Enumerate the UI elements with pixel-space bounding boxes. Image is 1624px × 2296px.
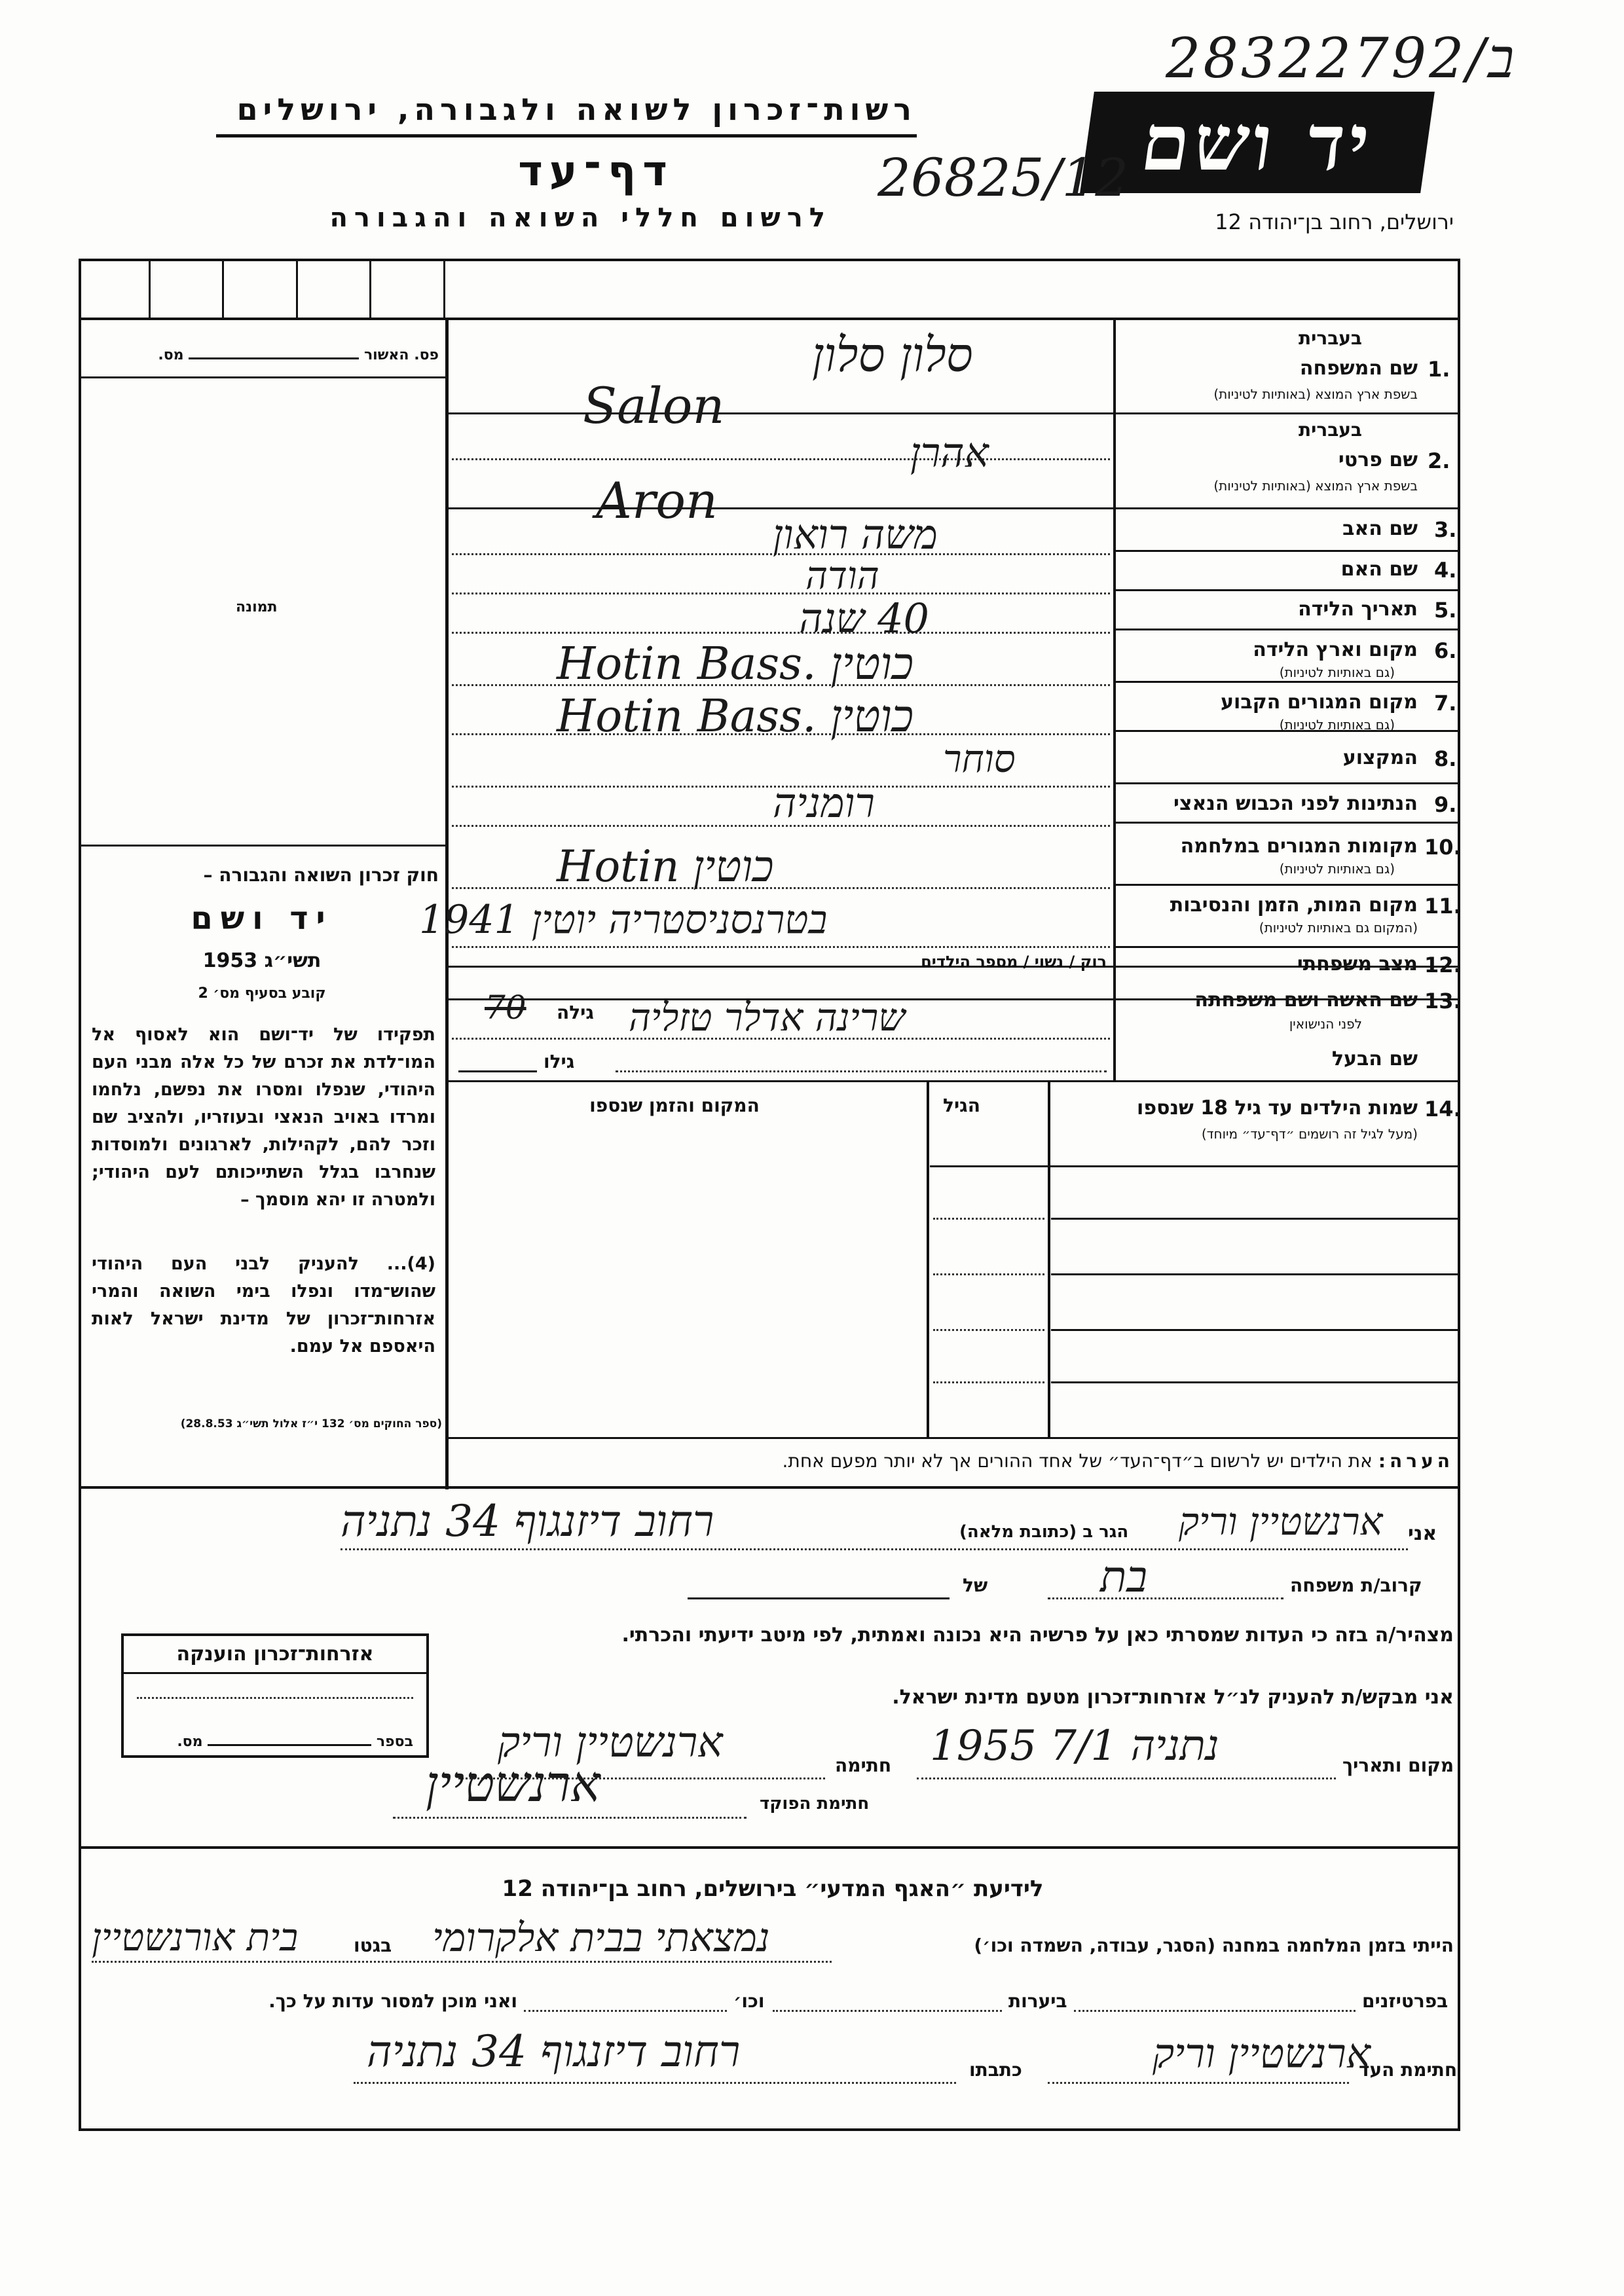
field-13-number: 13. <box>1424 989 1462 1013</box>
field-13-label: שם האשה ושם משפחתה <box>1194 989 1418 1011</box>
field-5-label: תאריך הלידה <box>1298 598 1418 621</box>
place-date-label: מקום ותאריך <box>1342 1755 1454 1776</box>
photo-label: תמונה <box>236 599 278 615</box>
law-title: חוק זכרון השואה והגבורה – <box>203 864 439 886</box>
field-2-value-hebrew: אהרן <box>910 429 989 477</box>
camp-line-label: הייתי בזמן המלחמה במחנה (הסגר, עבודה, השמדה וכו׳) <box>974 1935 1454 1956</box>
note <box>458 1450 1454 1472</box>
bottom-title: לידיעת ״האגף המדעי״ בירושלים, רחוב בן־יהודה 12 <box>502 1876 1044 1902</box>
field-1-value-hebrew: סלון סלון <box>812 327 973 382</box>
citizenship-box-title: אזרחות־זכרון הוענקה <box>124 1636 426 1674</box>
field-9-label: הנתינות לפני הכבוש הנאצי <box>1173 792 1418 815</box>
field-8-number: 8. <box>1434 746 1457 771</box>
law-text-1: תפקידו של יד־ושם הוא לאסוף אל המו־לדת את זכרם של כל אלה מבני העם היהודי, שנפלו ומסרו את נפשם, נלחמו ומרדו באויב הנאצי ובעוזריו, ולהציב שם וזכר להם, לקהילות, לארגונים ולמוסדות שנחרבו בגלל השתייכותם לעם היהודי; ולמטרה זו יהא מוסמך – <box>92 1025 435 1210</box>
testimony-willing: ואני מוכן למסור עדות על כך. <box>268 1990 517 2012</box>
field-10-number: 10. <box>1424 835 1462 860</box>
camp-ghetto-label: בגטו <box>354 1935 392 1956</box>
field-9-value: רומניה <box>773 779 875 827</box>
note-label: הערה: <box>1378 1450 1454 1472</box>
field-6-number: 6. <box>1434 638 1457 663</box>
field-4-value: הודה <box>805 553 879 598</box>
field-1-number: 1. <box>1428 357 1450 382</box>
field-1-label: שם המשפחה <box>1299 357 1418 380</box>
field-5-value: 40 שנה <box>799 594 930 642</box>
permit-label: פס. האשור מס. <box>158 347 439 363</box>
declarant-i-label: אני <box>1408 1522 1437 1545</box>
law-clause: קובע בסעיף מס׳ 2 <box>198 985 326 1002</box>
field-6-sub: (גם באותיות לטיניות) <box>1279 665 1395 680</box>
field-2-number: 2. <box>1428 448 1450 473</box>
declarant-address: רחוב דיזנגוף 34 נתניה <box>341 1496 714 1546</box>
law-text-2: (4)... להעניק לבני העם היהודי שהוש־מדו ונפלו בימי השואה והמרי אזרחות־זכרון של מדינת ישראל לאות היאספם אל עמם. <box>92 1254 435 1357</box>
field-3-value: משה רואון <box>773 511 938 558</box>
field-4-number: 4. <box>1434 558 1457 583</box>
field-7-number: 7. <box>1434 691 1457 716</box>
field-2-lang: בעברית <box>1298 419 1362 441</box>
children-col-age: הגיל <box>943 1095 980 1116</box>
field-11-number: 11. <box>1424 894 1462 919</box>
witness-sign-label: חתימת העד <box>1359 2059 1458 2081</box>
field-6-value: Hotin Bass. כוטין <box>557 638 914 690</box>
place-date-value: נתניה 7/1 1955 <box>930 1722 1219 1770</box>
field-2-value-latin: Aron <box>596 471 718 530</box>
field-12-number: 12. <box>1424 953 1462 977</box>
camp-line-value-2: בית אורנשטיין <box>92 1915 299 1959</box>
field-1-value-latin: Salon <box>583 376 725 435</box>
field-7-sub: (גם באותיות לטיניות) <box>1279 717 1395 733</box>
field-13-sub: לפני הנישואין <box>1289 1016 1362 1032</box>
field-11-sub: (המקום גם באותיות לטיניות) <box>1259 920 1418 936</box>
yad-vashem-address: ירושלים, רחוב בן־יהודה 12 <box>1215 210 1454 234</box>
partisans-label: בפרטיזנים <box>1362 1990 1449 2012</box>
field-11-label: מקום המות, הזמן והנסיבות <box>1170 894 1418 917</box>
officer-signature: ארנשטיין <box>426 1755 600 1813</box>
field-5-number: 5. <box>1434 598 1457 623</box>
field-12-label: מצב משפחתי <box>1297 953 1418 975</box>
citizenship-box-number: בספר מס. <box>177 1734 413 1750</box>
archive-number: 28322792/ב <box>1166 26 1517 90</box>
field-9-number: 9. <box>1434 792 1457 817</box>
citizenship-request: אני מבקש/ת להעניק לנ״ל אזרחות־זכרון מטעם מדינת ישראל. <box>892 1686 1454 1709</box>
signature-label: חתימה <box>835 1755 892 1776</box>
of-label: של <box>963 1575 988 1596</box>
logo-text: יד ושם <box>1135 97 1379 188</box>
field-14-number: 14. <box>1424 1097 1462 1121</box>
authority-underline <box>216 134 917 137</box>
law-year: תשי״ג 1953 <box>202 949 322 972</box>
note-text: את הילדים יש לרשום ב״דף־העד״ של אחד ההורים אך לא יותר מפעם אחת. <box>782 1450 1373 1472</box>
field-6-label: מקום וארץ הלידה <box>1253 638 1418 661</box>
citizenship-box <box>121 1633 429 1758</box>
field-3-number: 3. <box>1434 517 1457 542</box>
yad-vashem-logo <box>1080 92 1435 193</box>
field-10-value: Hotin כוטין <box>557 841 774 892</box>
field-7-label: מקום המגורים הקבוע <box>1221 691 1418 714</box>
photo-area-divider <box>79 376 447 378</box>
field-1-lang: בעברית <box>1298 327 1362 349</box>
witness-address-value: רחוב דיזנגוף 34 נתניה <box>367 2026 741 2077</box>
children-col-place: המקום והזמן שנספו <box>589 1095 760 1116</box>
field-13-age-label: גילה <box>557 1002 594 1023</box>
field-2-sub: בשפת ארץ המוצא (באותיות לטיניות) <box>1213 478 1418 494</box>
etc-label: וכו׳ <box>733 1990 765 2012</box>
camp-line-value: נמצאתי בבית אלקרומי <box>432 1915 770 1961</box>
signature-value: ארנשטיין וריק <box>498 1719 723 1767</box>
field-13-value: שרינה אדלר טזליה <box>629 995 906 1040</box>
law-reference: (ספר החוקים מס׳ 132 י״ז אלול תשי״ג 28.8.53) <box>180 1417 442 1430</box>
field-2-label: שם פרטי <box>1338 448 1418 471</box>
declarant-name: ארנשטיין וריק <box>1179 1499 1383 1544</box>
field-14-sub: (מעל לגיל זה רושמים ״דף־עד״ מיוחד) <box>1201 1126 1418 1142</box>
field-14-label: שמות הילדים עד גיל 18 שנספו <box>1137 1097 1418 1120</box>
field-12-options: רוק / נשוי / מספר הילדים <box>921 953 1107 971</box>
form-title: דף־עד <box>518 147 674 196</box>
field-1-sub: בשפת ארץ המוצא (באותיות לטיניות) <box>1213 386 1418 402</box>
law-name: יד ושם <box>191 900 333 937</box>
authority-name: רשות־זכרון לשואה ולגבורה, ירושלים <box>236 92 917 127</box>
field-10-label: מקומות המגורים במלחמה <box>1180 835 1418 858</box>
officer-signature-label: חתימת הפוקד <box>760 1794 870 1813</box>
field-4-label: שם האם <box>1340 558 1418 581</box>
registration-number: 26825/12 <box>877 147 1129 208</box>
husband-label: שם הבעל <box>1331 1048 1418 1070</box>
declarant-residing-label: הגר ב (כתובת מלאה) <box>959 1522 1129 1542</box>
form-subtitle: לרשום חללי השואה והגבורה <box>329 203 832 233</box>
field-8-label: המקצוע <box>1342 746 1418 769</box>
witness-sign-value: ארנשטיין וריק <box>1153 2030 1371 2077</box>
relative-label: קרוב/ת משפחה <box>1290 1575 1422 1596</box>
top-strip-bottom <box>79 318 1460 320</box>
field-10-sub: (גם באותיות לטיניות) <box>1279 861 1395 877</box>
witness-address-label: כתבתו <box>969 2059 1022 2081</box>
photo-area-bottom <box>79 845 447 847</box>
field-13-age-value: 70 <box>485 989 526 1027</box>
forests-label: ביערות <box>1008 1990 1067 2012</box>
husband-age-label: גילו <box>544 1051 575 1072</box>
field-7-value: Hotin Bass. כוטין <box>557 691 914 742</box>
field-11-value: בטרנסניסטריה יוטין 1941 <box>419 897 828 943</box>
relation-value: בת <box>1100 1552 1148 1602</box>
field-3-label: שם האב <box>1342 517 1418 540</box>
field-8-value: סוחר <box>943 737 1016 781</box>
declaration-statement: מצהיר/ה בזה כי העדות שמסרתי כאן על פרשיה היא נכונה ואמתית, לפי מיטב ידיעתי והכרתי. <box>621 1624 1454 1647</box>
